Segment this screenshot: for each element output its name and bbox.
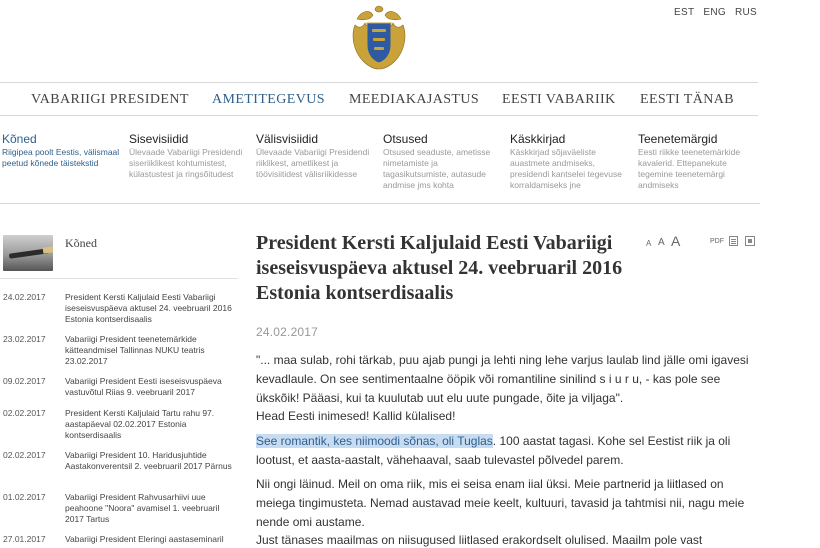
article-title: President Kersti Kaljulaid Eesti Vabariigi iseseisvuspäeva aktusel 24. veebruaril 2016 Estonia kontserdisaalis xyxy=(256,232,623,304)
subnav-koned-title: Kõned xyxy=(2,132,37,146)
nav-vabariigi-president[interactable]: VABARIIGI PRESIDENT xyxy=(31,92,189,107)
article-greeting: Head Eesti inimesed! Kallid külalised! xyxy=(256,409,456,423)
fountain-pen-image xyxy=(3,235,53,271)
list-item-link[interactable]: Vabariigi President 10. Haridusjuhtide Aastakonverentsil 2. veebruaril 2017 Pärnus xyxy=(65,450,232,471)
print-icon[interactable] xyxy=(729,236,738,246)
subnav-sisevisiidid-title: Sisevisiidid xyxy=(129,132,189,146)
subnav-kaskkirjad[interactable] xyxy=(510,132,628,191)
nav-meediakajastus[interactable]: MEEDIAKAJASTUS xyxy=(349,92,480,107)
list-item-link[interactable]: Vabariigi President Eesti iseseisvuspäeva vastuvõtul Riias 9. veebruaril 2017 xyxy=(65,376,222,397)
subnav-valisvisiidid[interactable] xyxy=(256,132,374,180)
lang-est[interactable]: EST xyxy=(674,7,695,18)
sub-navigation xyxy=(0,128,760,204)
subnav-sisevisiidid[interactable] xyxy=(129,132,247,180)
font-size-large-button[interactable]: A xyxy=(671,233,681,249)
list-item-link[interactable]: Vabariigi President Rahvusarhiivi uue peahoone "Noora" avamisel 1. veebruaril 2017 Tartus xyxy=(65,492,220,524)
language-switcher xyxy=(674,7,757,18)
subnav-koned[interactable] xyxy=(2,132,120,169)
paragraph-text: . 100 aastat tagasi. Kohe sel Eestist riik ja oli lootust, et aasta-aastalt, vähehaaval, saab tulevastel põlvedel parem. xyxy=(256,434,731,467)
nav-eesti-tanab[interactable]: EESTI TÄNAB xyxy=(640,92,734,107)
list-item-date: 23.02.2017 xyxy=(3,334,46,344)
list-item-link[interactable]: President Kersti Kaljulaid Tartu rahu 97. aastapäeval 02.02.2017 Estonia kontserdisaalis xyxy=(65,408,215,440)
subnav-teenetemargid[interactable] xyxy=(638,132,756,191)
list-item-date: 09.02.2017 xyxy=(3,376,46,386)
list-item-date: 02.02.2017 xyxy=(3,450,46,460)
article-tools xyxy=(646,233,758,249)
subnav-valisvisiidid-desc: Ülevaade Vabariigi Presidendi riiklikest, ametlikest ja töövisiitidest välisriikidesse xyxy=(256,147,370,179)
font-size-small-button[interactable]: A xyxy=(646,239,652,248)
nav-eesti-vabariik[interactable]: EESTI VABARIIK xyxy=(502,92,616,107)
subnav-kaskkirjad-title: Käskkirjad xyxy=(510,132,566,146)
subnav-koned-desc: Riigipea poolt Eestis, välismaal peetud kõnede täistekstid xyxy=(2,147,120,168)
subnav-kaskkirjad-desc: Käskkirjad sõjaväeliste auastmete andmiseks, presidendi kantselei tegevuse korraldamiseks jne xyxy=(510,147,622,190)
lang-eng[interactable]: ENG xyxy=(703,7,726,18)
list-item-date: 01.02.2017 xyxy=(3,492,46,502)
subnav-otsused[interactable] xyxy=(383,132,501,191)
article-paragraph xyxy=(256,432,760,470)
list-item-link[interactable]: President Kersti Kaljulaid Eesti Vabariigi iseseisvuspäeva aktusel 24. veebruaril 2016 Estonia kontserdisaalis xyxy=(65,292,232,324)
article-paragraph: Just tänases maailmas on niisugused liitlased erakordselt olulised. Maailm pole vast xyxy=(256,533,703,547)
subnav-sisevisiidid-desc: Ülevaade Vabariigi Presidendi siseriiklikest kohtumistest, külastustest ja ringsõitudest xyxy=(129,147,243,179)
article-date: 24.02.2017 xyxy=(256,325,319,339)
pdf-button[interactable]: PDF xyxy=(710,238,724,245)
list-item-date: 24.02.2017 xyxy=(3,292,46,302)
subnav-teenetemargid-title: Teenetemärgid xyxy=(638,132,718,146)
share-icon[interactable] xyxy=(745,236,755,246)
highlighted-text: See romantik, kes niimoodi sõnas, oli Tuglas xyxy=(256,434,493,448)
estonian-coat-of-arms-logo[interactable] xyxy=(347,5,411,73)
list-item-date: 02.02.2017 xyxy=(3,408,46,418)
subnav-valisvisiidid-title: Välisvisiidid xyxy=(256,132,319,146)
list-item-link[interactable]: Vabariigi President teenetemärkide kätteandmisel Tallinnas NUKU teatris 23.02.2017 xyxy=(65,334,205,366)
font-size-medium-button[interactable]: A xyxy=(658,237,665,248)
list-item-date: 27.01.2017 xyxy=(3,534,46,544)
article-quote: "... maa sulab, rohi tärkab, puu ajab pungi ja lehti ning lehe varjus laulab lind jälle omi igavesi kevadlaule. On see sentimentaalne ööpik või romantiline sinilind s i u r u, - kas pole see ükskõik! Pääasi, kui ta kuulutab uut elu uute pungade, õite ja viljaga". xyxy=(256,353,749,405)
article-paragraph: Nii ongi läinud. Meil on oma riik, mis ei seisa enam iial üksi. Meie partnerid ja liitlased on meiega tingimusteta. Nemad austavad meie keelt, kultuuri, tavasid ja tahtmisi nii, nagu meie nende omi austame. xyxy=(256,477,745,529)
subnav-teenetemargid-desc: Eesti riikke teenetemärkide kavalerid. Ettepanekute tegemine teenetemärgi andmiseks xyxy=(638,147,741,190)
lang-rus[interactable]: RUS xyxy=(734,7,757,18)
list-item-link[interactable]: Vabariigi President Eleringi aastaseminaril xyxy=(65,534,224,544)
sidebar-title: Kõned xyxy=(65,236,97,250)
subnav-otsused-title: Otsused xyxy=(383,132,428,146)
subnav-otsused-desc: Otsused seaduste, ametisse nimetamiste ja tagasikutsumiste, autasude andmise jms kohta xyxy=(383,147,491,190)
nav-ametitegevus[interactable]: AMETITEGEVUS xyxy=(212,92,325,107)
sidebar-divider xyxy=(0,278,238,279)
main-navigation xyxy=(0,82,758,116)
